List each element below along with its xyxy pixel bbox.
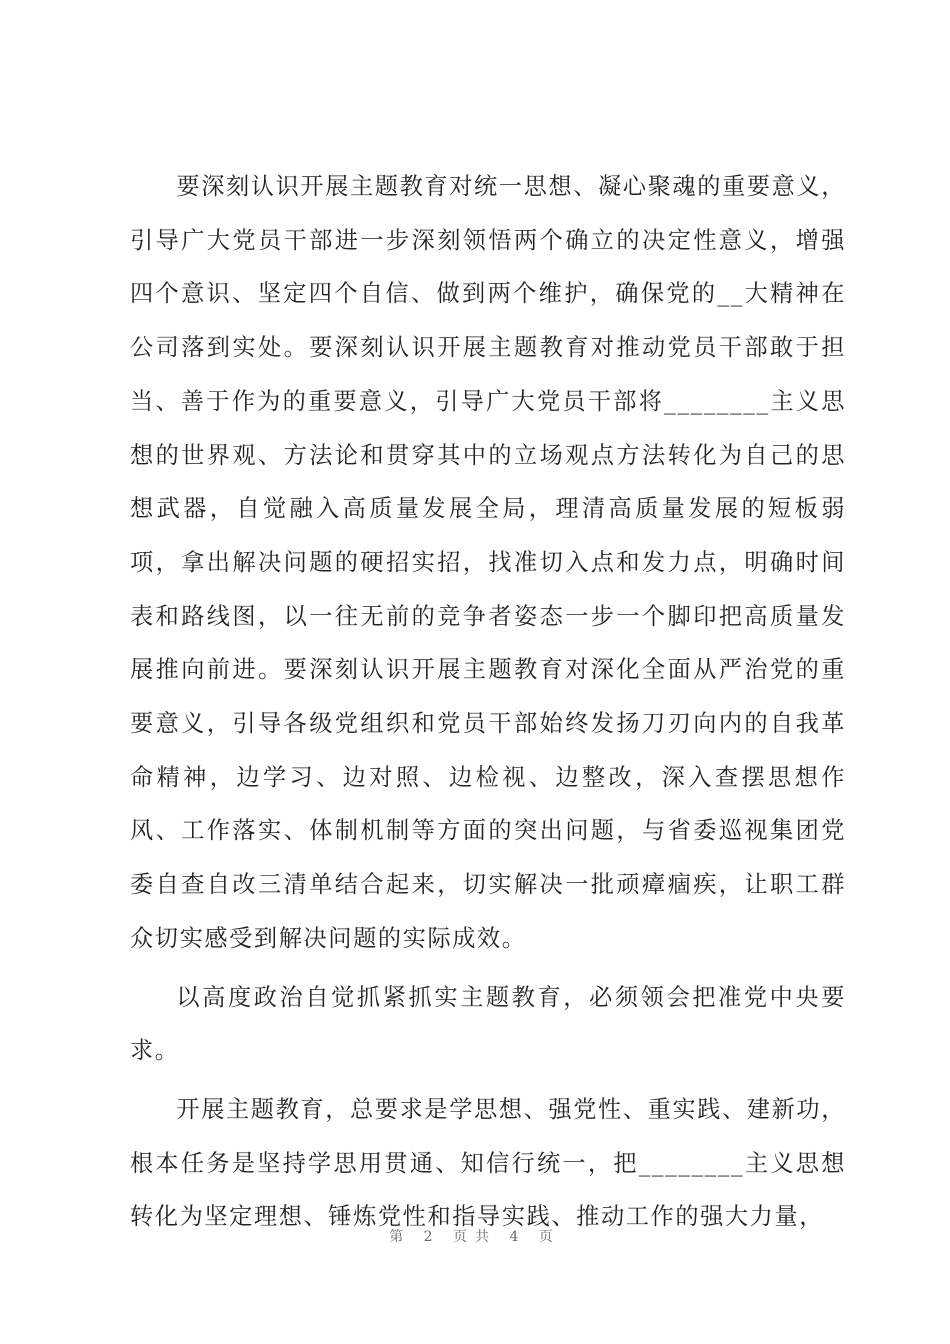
paragraph-2: 以高度政治自觉抓紧抓实主题教育，必须领会把准党中央要求。: [130, 983, 846, 1065]
paragraph-1: 要深刻认识开展主题教育对统一思想、凝心聚魂的重要意义，引导广大党员干部进一步深刻领悟两个确立的决定性意义，增强四个意识、坚定四个自信、做到两个维护，确保党的__大精神在公司落到实处。要深刻认识开展主题教育对推动党员干部敢于担当、善于作为的重要意义，引导广大党员干部将________主义思想的世界观、方法论和贯穿其中的立场观点方法转化为自己的思想武器，自觉融入高质量发展全局，理清高质量发展的短板弱项，拿出解决问题的硬招实招，找准切入点和发力点，明确时间表和路线图，以一往无前的竞争者姿态一步一个脚印把高质量发展推向前进。要深刻认识开展主题教育对深化全面从严治党的重要意义，引导各级党组织和党员干部始终发扬刀刃向内的自我革命精神，边学习、边对照、边检视、边整改，深入查摆思想作风、工作落实、体制机制等方面的突出问题，与省委巡视集团党委自查自改三清单结合起来，切实解决一批顽瘴痼疾，让职工群众切实感受到解决问题的实际成效。: [130, 173, 846, 952]
document-body: [130, 160, 846, 1249]
page-number-footer: 第 2 页共 4 页: [389, 1229, 561, 1245]
paragraph-3: 开展主题教育，总要求是学思想、强党性、重实践、建新功，根本任务是坚持学思用贯通、知信行统一，把________主义思想转化为坚定理想、锤炼党性和指导实践、推动工作的强大力量，: [130, 1095, 846, 1231]
